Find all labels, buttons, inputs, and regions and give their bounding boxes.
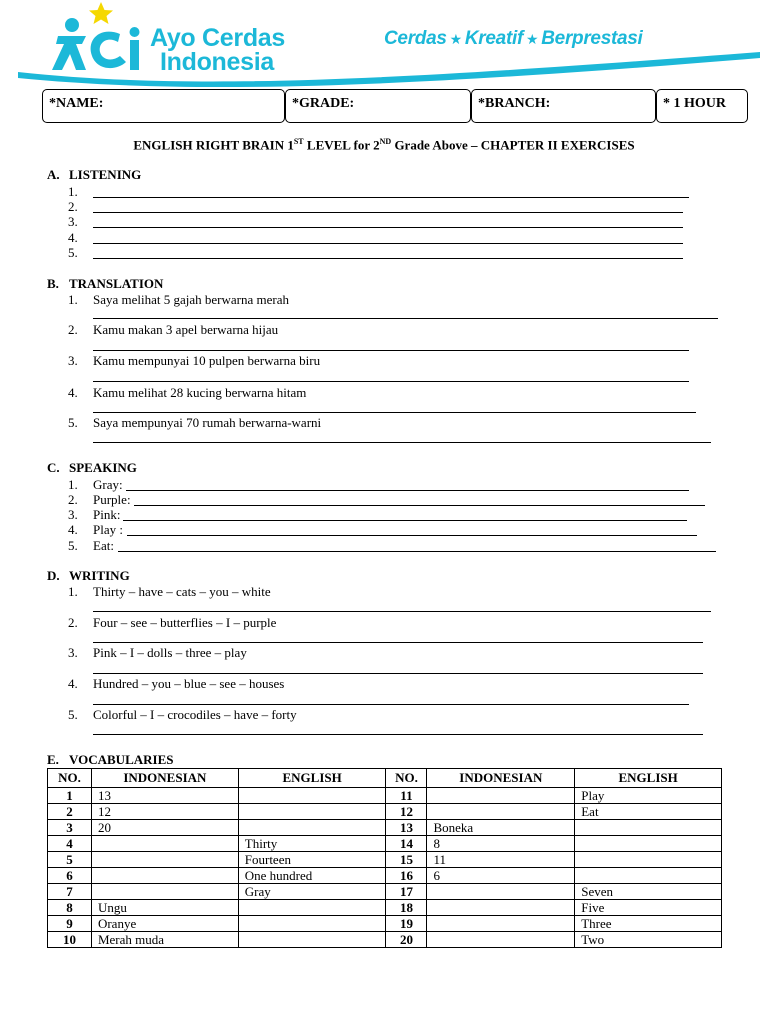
vocab-number-cell: 17: [386, 884, 427, 900]
indonesian-cell[interactable]: 12: [91, 804, 238, 820]
writing-answer-line[interactable]: [93, 734, 703, 735]
writing-number: 4.: [68, 676, 78, 691]
vocab-number-cell: 1: [48, 788, 92, 804]
indonesian-cell[interactable]: [427, 932, 575, 948]
translation-number: 3.: [68, 353, 78, 368]
indonesian-cell[interactable]: Oranye: [91, 916, 238, 932]
writing-prompt: Four – see – butterflies – I – purple: [93, 615, 277, 630]
listening-answer-line-2[interactable]: [93, 212, 683, 213]
english-cell[interactable]: [238, 820, 386, 836]
writing-prompt: Hundred – you – blue – see – houses: [93, 676, 285, 691]
column-header: INDONESIAN: [427, 769, 575, 788]
section-title: VOCABULARIES: [69, 752, 174, 767]
brand-line-2: Indonesia: [160, 48, 274, 76]
vocab-number-cell: 18: [386, 900, 427, 916]
star-icon: ★: [449, 31, 462, 47]
listening-answer-line-4[interactable]: [93, 243, 683, 244]
listening-number: 2.: [68, 199, 78, 214]
vocab-number-cell: 6: [48, 868, 92, 884]
english-cell[interactable]: Thirty: [238, 836, 386, 852]
grade-label: *GRADE:: [292, 96, 355, 111]
listening-answer-line-1[interactable]: [93, 197, 689, 198]
vocab-number-cell: 20: [386, 932, 427, 948]
indonesian-cell[interactable]: [91, 852, 238, 868]
speaking-answer-line[interactable]: [126, 490, 689, 491]
indonesian-cell[interactable]: [91, 868, 238, 884]
speaking-prompt: Purple:: [93, 492, 131, 507]
writing-number: 1.: [68, 584, 78, 599]
vocab-number-cell: 13: [386, 820, 427, 836]
section-speaking-heading: [47, 460, 137, 476]
english-cell[interactable]: Two: [575, 932, 722, 948]
english-cell[interactable]: Gray: [238, 884, 386, 900]
english-cell[interactable]: Fourteen: [238, 852, 386, 868]
indonesian-cell[interactable]: 8: [427, 836, 575, 852]
vocab-number-cell: 10: [48, 932, 92, 948]
indonesian-cell[interactable]: [427, 884, 575, 900]
english-cell[interactable]: Eat: [575, 804, 722, 820]
title-sup-1: ST: [293, 137, 304, 146]
writing-prompt: Pink – I – dolls – three – play: [93, 645, 247, 660]
english-cell[interactable]: Play: [575, 788, 722, 804]
section-vocabularies-heading: [47, 752, 173, 768]
english-cell[interactable]: [238, 932, 386, 948]
indonesian-cell[interactable]: 11: [427, 852, 575, 868]
table-row: [48, 836, 722, 852]
speaking-prompt: Play :: [93, 522, 123, 537]
page-title: [0, 137, 768, 153]
section-letter: E.: [47, 752, 59, 767]
writing-number: 3.: [68, 645, 78, 660]
vocab-number-cell: 14: [386, 836, 427, 852]
table-row: [48, 868, 722, 884]
table-row: [48, 788, 722, 804]
table-row: [48, 852, 722, 868]
vocab-number-cell: 15: [386, 852, 427, 868]
section-listening-heading: [47, 167, 141, 183]
speaking-number: 3.: [68, 507, 78, 522]
translation-number: 2.: [68, 322, 78, 337]
indonesian-cell[interactable]: 20: [91, 820, 238, 836]
speaking-answer-line[interactable]: [134, 505, 705, 506]
translation-answer-line[interactable]: [93, 350, 689, 351]
table-row: [48, 804, 722, 820]
speaking-answer-line[interactable]: [118, 551, 716, 552]
translation-answer-line[interactable]: [93, 318, 718, 319]
english-cell[interactable]: [238, 900, 386, 916]
writing-number: 5.: [68, 707, 78, 722]
indonesian-cell[interactable]: [427, 788, 575, 804]
title-part-2: LEVEL for 2: [303, 137, 380, 153]
translation-prompt: Kamu mempunyai 10 pulpen berwarna biru: [93, 353, 321, 368]
writing-answer-line[interactable]: [93, 673, 703, 674]
speaking-prompt: Eat:: [93, 538, 114, 553]
writing-answer-line[interactable]: [93, 611, 711, 612]
indonesian-cell[interactable]: Boneka: [427, 820, 575, 836]
section-letter: A.: [47, 167, 60, 182]
indonesian-cell[interactable]: [427, 804, 575, 820]
indonesian-cell[interactable]: Ungu: [91, 900, 238, 916]
english-cell[interactable]: Three: [575, 916, 722, 932]
english-cell[interactable]: [575, 868, 722, 884]
indonesian-cell[interactable]: [91, 836, 238, 852]
duration-label: * 1 HOUR: [663, 96, 726, 111]
section-writing-heading: [47, 568, 130, 584]
english-cell[interactable]: [238, 916, 386, 932]
translation-prompt: Saya mempunyai 70 rumah berwarna-warni: [93, 415, 322, 430]
writing-prompt: Thirty – have – cats – you – white: [93, 584, 271, 599]
vocab-number-cell: 7: [48, 884, 92, 900]
indonesian-cell[interactable]: Merah muda: [91, 932, 238, 948]
tagline-word-3: Berprestasi: [541, 28, 643, 49]
translation-prompt: Kamu makan 3 apel berwarna hijau: [93, 322, 279, 337]
vocab-number-cell: 3: [48, 820, 92, 836]
speaking-number: 2.: [68, 492, 78, 507]
tagline-word-2: Kreatif: [464, 28, 523, 49]
speaking-answer-line[interactable]: [123, 520, 687, 521]
column-header: ENGLISH: [238, 769, 386, 788]
indonesian-cell[interactable]: [427, 916, 575, 932]
vocab-number-cell: 11: [386, 788, 427, 804]
name-label: *NAME:: [49, 96, 104, 111]
writing-answer-line[interactable]: [93, 704, 689, 705]
listening-answer-line-5[interactable]: [93, 258, 683, 259]
table-row: [48, 900, 722, 916]
page-header: [0, 0, 768, 90]
listening-answer-line-3[interactable]: [93, 227, 683, 228]
vocab-number-cell: 8: [48, 900, 92, 916]
table-header-row: [48, 769, 722, 788]
listening-number: 4.: [68, 230, 78, 245]
name-field[interactable]: [42, 89, 285, 123]
speaking-answer-line[interactable]: [127, 535, 697, 536]
table-row: [48, 916, 722, 932]
tagline: [384, 28, 643, 50]
section-translation-heading: [47, 276, 163, 292]
star-icon: ★: [525, 31, 539, 47]
translation-number: 4.: [68, 385, 78, 400]
table-row: [48, 932, 722, 948]
vocab-number-cell: 16: [386, 868, 427, 884]
brand-line-1: Ayo Cerdas: [150, 24, 286, 52]
column-header: ENGLISH: [575, 769, 722, 788]
star-icon: [89, 2, 113, 24]
indonesian-cell[interactable]: [91, 884, 238, 900]
writing-answer-line[interactable]: [93, 642, 703, 643]
translation-answer-line[interactable]: [93, 412, 696, 413]
column-header: INDONESIAN: [91, 769, 238, 788]
writing-prompt: Colorful – I – crocodiles – have – forty: [93, 707, 297, 722]
vocab-number-cell: 5: [48, 852, 92, 868]
english-cell[interactable]: One hundred: [238, 868, 386, 884]
english-cell[interactable]: Five: [575, 900, 722, 916]
translation-prompt: Saya melihat 5 gajah berwarna merah: [93, 292, 289, 307]
translation-number: 5.: [68, 415, 78, 430]
vocab-number-cell: 9: [48, 916, 92, 932]
table-row: [48, 884, 722, 900]
section-title: SPEAKING: [69, 460, 137, 475]
writing-number: 2.: [68, 615, 78, 630]
translation-prompt: Kamu melihat 28 kucing berwarna hitam: [93, 385, 307, 400]
speaking-number: 5.: [68, 538, 78, 553]
translation-number: 1.: [68, 292, 78, 307]
vocabulary-table: [47, 768, 722, 948]
english-cell[interactable]: [575, 852, 722, 868]
table-row: [48, 820, 722, 836]
column-header: NO.: [386, 769, 427, 788]
duration-box: [656, 89, 748, 123]
speaking-prompt: Gray:: [93, 477, 123, 492]
english-cell[interactable]: [238, 804, 386, 820]
column-header: NO.: [48, 769, 92, 788]
speaking-prompt: Pink:: [93, 507, 121, 522]
english-cell[interactable]: [575, 836, 722, 852]
speaking-number: 4.: [68, 522, 78, 537]
section-title: LISTENING: [69, 167, 142, 182]
logo-icon: [52, 18, 140, 70]
listening-number: 5.: [68, 245, 78, 260]
english-cell[interactable]: [575, 820, 722, 836]
branch-field[interactable]: [471, 89, 656, 123]
listening-number: 3.: [68, 214, 78, 229]
title-part-3: Grade Above – CHAPTER II EXERCISES: [391, 137, 635, 153]
section-letter: D.: [47, 568, 60, 583]
vocab-number-cell: 19: [386, 916, 427, 932]
section-title: TRANSLATION: [69, 276, 164, 291]
tagline-word-1: Cerdas: [384, 28, 447, 49]
translation-answer-line[interactable]: [93, 381, 689, 382]
english-cell[interactable]: [238, 788, 386, 804]
indonesian-cell[interactable]: [427, 900, 575, 916]
section-letter: B.: [47, 276, 59, 291]
branch-label: *BRANCH:: [478, 96, 551, 111]
grade-field[interactable]: [285, 89, 471, 123]
speaking-number: 1.: [68, 477, 78, 492]
section-letter: C.: [47, 460, 60, 475]
brand-name: [150, 26, 285, 74]
vocab-number-cell: 4: [48, 836, 92, 852]
title-sup-2: ND: [379, 137, 392, 146]
english-cell[interactable]: Seven: [575, 884, 722, 900]
title-part-1: ENGLISH RIGHT BRAIN 1: [133, 137, 294, 153]
listening-number: 1.: [68, 184, 78, 199]
indonesian-cell[interactable]: 13: [91, 788, 238, 804]
vocab-number-cell: 2: [48, 804, 92, 820]
vocab-number-cell: 12: [386, 804, 427, 820]
section-title: WRITING: [69, 568, 130, 583]
translation-answer-line[interactable]: [93, 442, 711, 443]
indonesian-cell[interactable]: 6: [427, 868, 575, 884]
